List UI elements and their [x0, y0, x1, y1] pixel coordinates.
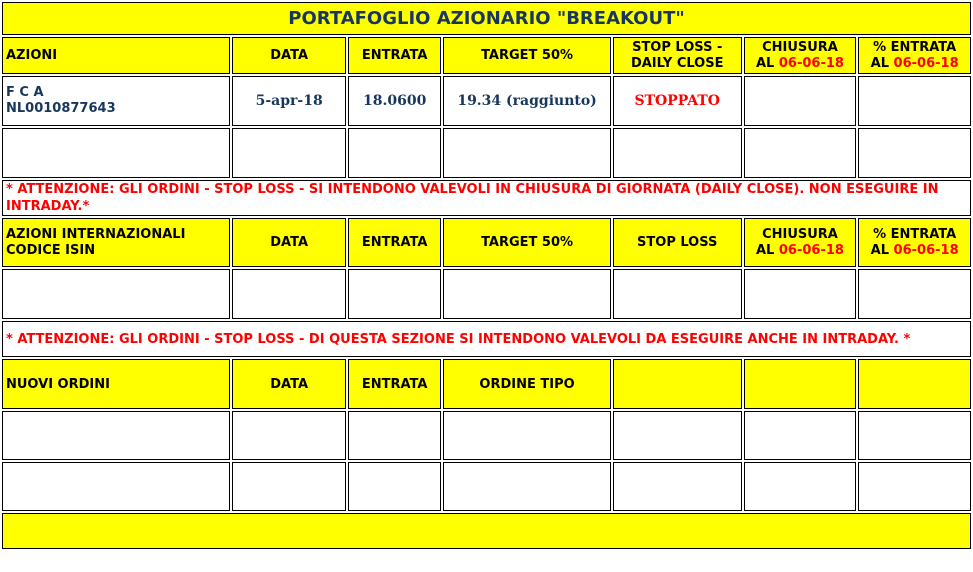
header-azioni-internazionali — [2, 218, 230, 267]
empty-cell — [2, 462, 230, 511]
header-data: DATA — [232, 218, 346, 267]
empty-cell — [232, 411, 346, 460]
empty-cell — [443, 269, 610, 319]
header-azioni-int-line1: AZIONI INTERNAZIONALI — [6, 226, 186, 242]
header-chiusura — [744, 37, 857, 74]
stock-pct — [858, 76, 971, 126]
empty-cell — [232, 269, 346, 319]
empty-cell — [744, 462, 857, 511]
header-azioni-int-line2: CODICE ISIN — [6, 242, 96, 258]
section2-header-row — [2, 218, 971, 267]
header-empty — [858, 359, 971, 409]
header-target: TARGET 50% — [443, 37, 610, 74]
empty-cell — [2, 269, 230, 319]
header-azioni: AZIONI — [2, 37, 230, 74]
header-pct-line1: % ENTRATA — [873, 226, 957, 242]
header-pct-al: AL — [870, 242, 890, 258]
header-stop-line2: DAILY CLOSE — [630, 55, 724, 71]
empty-cell — [613, 462, 742, 511]
header-ordine-tipo: ORDINE TIPO — [443, 359, 610, 409]
empty-cell — [744, 411, 857, 460]
stock-isin: NL0010877643 — [6, 101, 116, 116]
stock-stop: STOPPATO — [613, 76, 742, 126]
empty-cell — [443, 462, 610, 511]
empty-cell — [348, 128, 441, 178]
header-pct-date: 06-06-18 — [893, 242, 959, 258]
stock-data: 5-apr-18 — [232, 76, 346, 126]
stock-chiusura — [744, 76, 857, 126]
empty-cell — [443, 128, 610, 178]
empty-cell — [348, 462, 441, 511]
empty-cell — [858, 269, 971, 319]
header-entrata: ENTRATA — [348, 37, 441, 74]
header-chiusura-al: AL — [755, 55, 775, 71]
empty-cell — [858, 462, 971, 511]
header-data: DATA — [232, 37, 346, 74]
empty-cell — [858, 411, 971, 460]
header-pct-date: 06-06-18 — [893, 55, 959, 71]
footer-bar — [2, 513, 971, 549]
header-chiusura-al: AL — [755, 242, 775, 258]
header-empty — [744, 359, 857, 409]
empty-cell — [2, 411, 230, 460]
header-target: TARGET 50% — [443, 218, 610, 267]
empty-cell — [2, 128, 230, 178]
header-entrata: ENTRATA — [348, 359, 441, 409]
stock-entrata: 18.0600 — [348, 76, 441, 126]
table-row-empty — [2, 128, 971, 178]
warning-note-daily-close: * ATTENZIONE: GLI ORDINI - STOP LOSS - SI INTENDONO VALEVOLI IN CHIUSURA DI GIORNATA (DAILY CLOSE). NON ESEGUIRE IN INTRADAY.* — [2, 180, 971, 216]
header-chiusura-line1: CHIUSURA — [762, 39, 838, 55]
header-nuovi-ordini: NUOVI ORDINI — [2, 359, 230, 409]
stock-name-cell — [2, 76, 230, 126]
header-pct-entrata — [858, 218, 971, 267]
empty-cell — [858, 128, 971, 178]
table-row-empty — [2, 269, 971, 319]
empty-cell — [744, 269, 857, 319]
empty-cell — [613, 269, 742, 319]
empty-cell — [613, 411, 742, 460]
header-stop-line1: STOP LOSS - — [632, 39, 723, 55]
empty-cell — [348, 269, 441, 319]
page-title: PORTAFOGLIO AZIONARIO "BREAKOUT" — [2, 2, 971, 35]
header-chiusura-date: 06-06-18 — [778, 55, 844, 71]
empty-cell — [613, 128, 742, 178]
header-chiusura-line1: CHIUSURA — [762, 226, 838, 242]
empty-cell — [348, 411, 441, 460]
section3-header-row — [2, 359, 971, 409]
table-row — [2, 76, 971, 126]
header-entrata: ENTRATA — [348, 218, 441, 267]
header-pct-al: AL — [870, 55, 890, 71]
header-pct-entrata — [858, 37, 971, 74]
empty-cell — [232, 128, 346, 178]
empty-cell — [443, 411, 610, 460]
header-stop-loss: STOP LOSS — [613, 218, 742, 267]
table-row-empty — [2, 411, 971, 460]
warning-note-intraday: * ATTENZIONE: GLI ORDINI - STOP LOSS - DI QUESTA SEZIONE SI INTENDONO VALEVOLI DA ESEGUIRE ANCHE IN INTRADAY. * — [2, 321, 971, 357]
empty-cell — [744, 128, 857, 178]
empty-cell — [232, 462, 346, 511]
header-empty — [613, 359, 742, 409]
section1-header-row — [2, 37, 971, 74]
stock-name: F C A — [6, 85, 44, 100]
header-pct-line1: % ENTRATA — [873, 39, 957, 55]
header-chiusura-date: 06-06-18 — [778, 242, 844, 258]
header-stop-loss — [613, 37, 742, 74]
stock-target: 19.34 (raggiunto) — [443, 76, 610, 126]
header-data: DATA — [232, 359, 346, 409]
table-row-empty — [2, 462, 971, 511]
header-chiusura — [744, 218, 857, 267]
